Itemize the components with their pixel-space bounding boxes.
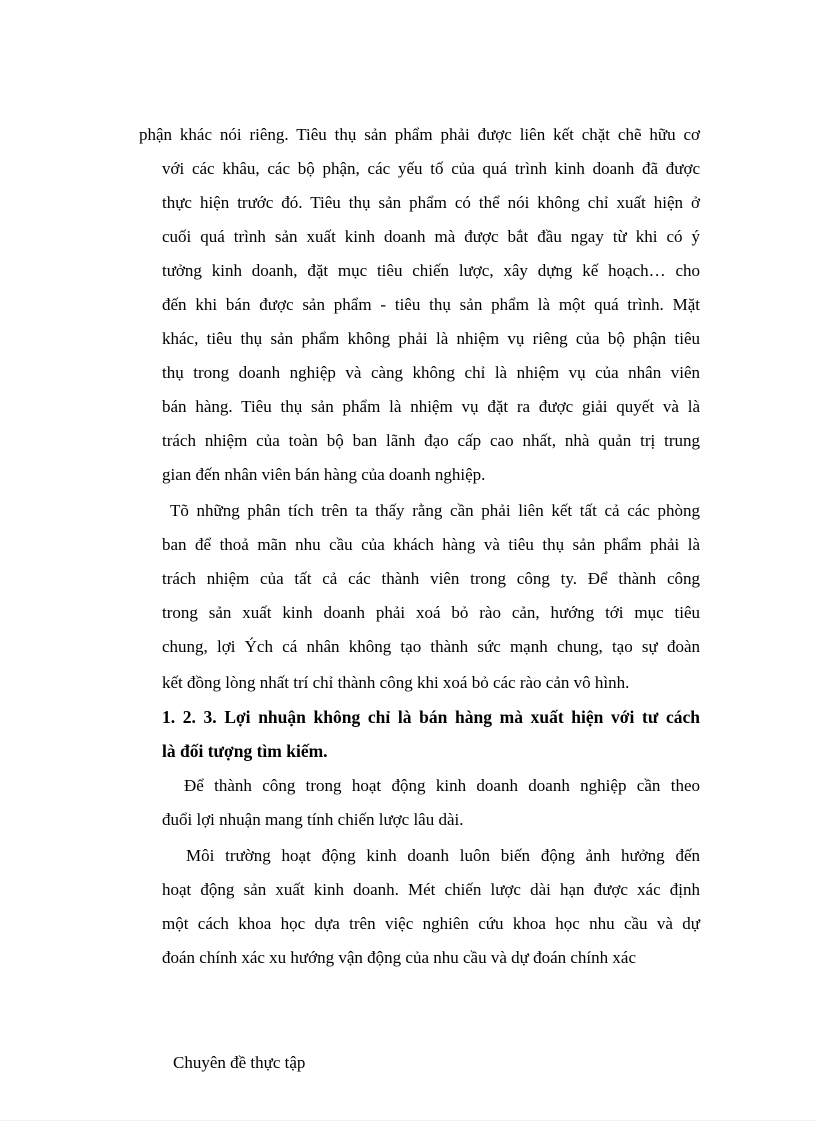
text-line: ban để thoả mãn nhu cầu của khách hàng và tiêu thụ sản phẩm phải là [162,535,700,554]
text-line: phận khác nói riêng. Tiêu thụ sản phẩm phải được liên kết chặt chẽ hữu cơ [139,125,700,144]
text-line: hoạt động sản xuất kinh doanh. Mét chiến lược dài hạn được xác định [162,880,700,899]
text-line: tưởng kinh doanh, đặt mục tiêu chiến lược, xây dựng kế hoạch… cho [162,261,700,280]
text-line: thụ trong doanh nghiệp và càng không chỉ là nhiệm vụ của nhân viên [162,363,700,382]
text-line: đến khi bán được sản phẩm - tiêu thụ sản phẩm là một quá trình. Mặt [162,295,700,314]
text-line: trong sản xuất kinh doanh phải xoá bỏ rào cản, hướng tới mục tiêu [162,603,700,622]
page-footer: Chuyên đề thực tập [173,1053,306,1072]
text-line: Để thành công trong hoạt động kinh doanh doanh nghiệp cần theo [184,776,700,795]
page-bottom-edge [0,1120,816,1121]
text-line: khác, tiêu thụ sản phẩm không phải là nhiệm vụ riêng của bộ phận tiêu [162,329,700,348]
text-line: đuổi lợi nhuận mang tính chiến lược lâu dài. [162,810,464,829]
text-line: với các khâu, các bộ phận, các yếu tố của quá trình kinh doanh đã được [162,159,700,178]
heading-line: 1. 2. 3. Lợi nhuận không chỉ là bán hàng mà xuất hiện với tư cách [162,707,700,727]
text-line: đoán chính xác xu hướng vận động của nhu cầu và dự đoán chính xác [162,948,636,967]
text-line: kết đồng lòng nhất trí chỉ thành công khi xoá bỏ các rào cản vô hình. [162,673,630,692]
text-line: một cách khoa học dựa trên việc nghiên cứu khoa học nhu cầu và dự [162,914,700,933]
text-line: bán hàng. Tiêu thụ sản phẩm là nhiệm vụ đặt ra được giải quyết và là [162,397,700,416]
heading-line: là đối tượng tìm kiếm. [162,741,328,761]
text-line: Tõ những phân tích trên ta thấy rằng cần phải liên kết tất cả các phòng [170,501,700,520]
text-line: gian đến nhân viên bán hàng của doanh nghiệp. [162,465,486,484]
text-line: Môi trường hoạt động kinh doanh luôn biến động ảnh hưởng đến [186,846,700,865]
text-line: trách nhiệm của toàn bộ ban lãnh đạo cấp cao nhất, nhà quản trị trung [162,431,700,450]
text-line: cuối quá trình sản xuất kinh doanh mà được bắt đầu ngay từ khi có ý [162,227,700,246]
text-line: chung, lợi Ých cá nhân không tạo thành sức mạnh chung, tạo sự đoàn [162,637,700,656]
text-line: trách nhiệm của tất cả các thành viên trong công ty. Để thành công [162,569,700,588]
text-line: thực hiện trước đó. Tiêu thụ sản phẩm có thể nói không chỉ xuất hiện ở [162,193,700,212]
